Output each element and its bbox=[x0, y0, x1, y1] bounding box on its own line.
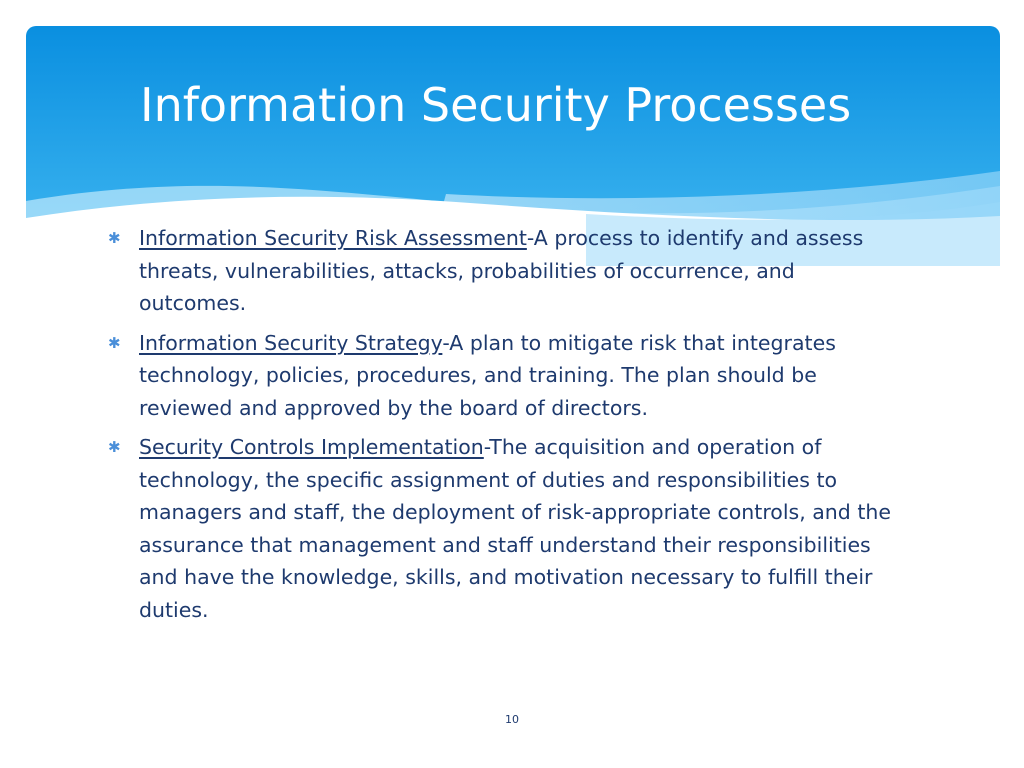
list-item bbox=[108, 431, 908, 626]
list-item bbox=[108, 327, 908, 425]
page-number: 10 bbox=[505, 713, 519, 726]
asterisk-bullet-icon: ✱ bbox=[108, 438, 121, 456]
asterisk-bullet-icon: ✱ bbox=[108, 333, 121, 352]
bullet-term: Information Security Risk Assessment bbox=[139, 226, 527, 250]
slide-title: Information Security Processes bbox=[140, 78, 852, 132]
bullet-description: -A plan to mitigate risk that integrates technology, policies, procedures, and training. The plan should be reviewed and approved by the board of directors. bbox=[139, 330, 836, 420]
asterisk-bullet-icon: ✱ bbox=[108, 229, 121, 247]
bullet-description: -The acquisition and operation of technology, the specific assignment of duties and responsibilities to managers and staff, the deployment of risk-appropriate controls, and the assurance that management and staff understand their responsibilities and have the knowledge, skills, and motivation necessary to fulfill their duties. bbox=[139, 435, 891, 622]
bullet-term: Information Security Strategy bbox=[139, 330, 443, 355]
bullet-term: Security Controls Implementation bbox=[139, 435, 484, 459]
bullet-description: -A process to identify and assess threats, vulnerabilities, attacks, probabilities of occurrence, and outcomes. bbox=[139, 226, 864, 315]
bullet-list bbox=[108, 222, 908, 633]
list-item bbox=[108, 222, 908, 320]
